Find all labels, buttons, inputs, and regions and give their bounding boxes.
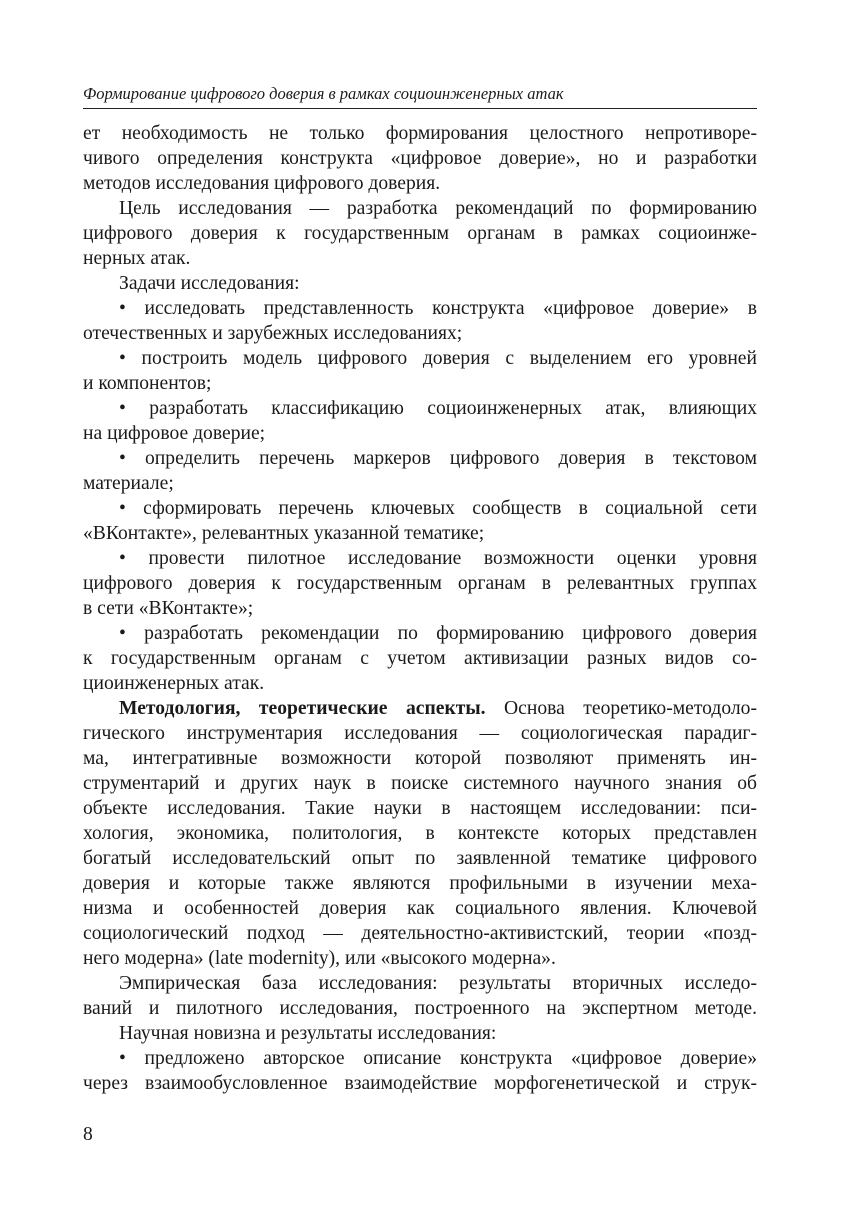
text-line: • построить модель цифрового доверия с выделением его уровней [119,348,757,369]
text-line: хология, экономика, политология, в контексте которых представлен [83,823,757,844]
text-line: доверия и которые также являются профильными в изучении меха- [83,873,757,894]
text-line: «ВКонтакте», релевантных указанной тематике; [83,523,485,544]
text-line: • исследовать представленность конструкта «цифровое доверие» в [119,298,757,319]
text-line: цифрового доверия к государственным органам в рамках социоинже- [83,223,757,244]
line-text: Основа теоретико-методоло- [485,698,757,719]
text-line: отечественных и зарубежных исследованиях; [83,323,463,344]
text-line: ет необходимость не только формирования целостного непротиворе- [83,123,757,144]
text-line: • предложено авторское описание конструкта «цифровое доверие» [119,1048,757,1069]
text-line: к государственным органам с учетом активизации разных видов со- [83,648,757,669]
text-line: методов исследования цифрового доверия. [83,173,441,194]
text-line: в сети «ВКонтакте»; [83,598,254,619]
text-line: ма, интегративные возможности которой позволяют применять ин- [83,748,757,769]
text-line: социологический подход — деятельностно-активистский, теории «позд- [83,923,757,944]
text-line: гического инструментария исследования — социологическая парадиг- [83,723,757,744]
text-line: низма и особенностей доверия как социального явления. Ключевой [83,898,757,919]
text-line: ваний и пилотного исследования, построенного на экспертном методе. [83,998,757,1019]
text-line: на цифровое доверие; [83,423,266,444]
text-line: циоинженерных атак. [83,673,265,694]
text-line: Цель исследования — разработка рекомендаций по формированию [119,198,757,219]
running-head: Формирование цифрового доверия в рамках социоинженерных атак [83,84,564,103]
text-line: через взаимообусловленное взаимодействие морфогенетической и струк- [83,1073,757,1094]
text-line: Эмпирическая база исследования: результаты вторичных исследо- [119,973,757,994]
text-line: материале; [83,473,174,494]
section-heading: Методология, теоретические аспекты. [119,698,486,719]
text-line: Научная новизна и результаты исследования: [119,1023,497,1044]
text-line: • провести пилотное исследование возможности оценки уровня [119,548,757,569]
text-line: • разработать классификацию социоинженерных атак, влияющих [119,398,757,419]
page-number: 8 [83,1124,93,1145]
body-text [83,121,757,1096]
text-line: струментарий и других наук в поиске системного научного знания об [83,773,757,794]
text-line: • определить перечень маркеров цифрового доверия в текстовом [119,448,757,469]
text-line: • сформировать перечень ключевых сообществ в социальной сети [119,498,757,519]
text-line: него модерна» (late modernity), или «высокого модерна». [83,948,556,969]
header-rule [83,108,757,109]
text-line: цифрового доверия к государственным органам в релевантных группах [83,573,757,594]
text-line: объекте исследования. Такие науки в настоящем исследовании: пси- [83,798,757,819]
text-line: нерных атак. [83,248,191,269]
text-line: и компонентов; [83,373,212,394]
text-line: богатый исследовательский опыт по заявленной тематике цифрового [83,848,757,869]
text-line [83,696,757,721]
text-line: чивого определения конструкта «цифровое доверие», но и разработки [83,148,757,169]
text-line: Задачи исследования: [119,273,300,294]
text-line: • разработать рекомендации по формированию цифрового доверия [119,623,757,644]
